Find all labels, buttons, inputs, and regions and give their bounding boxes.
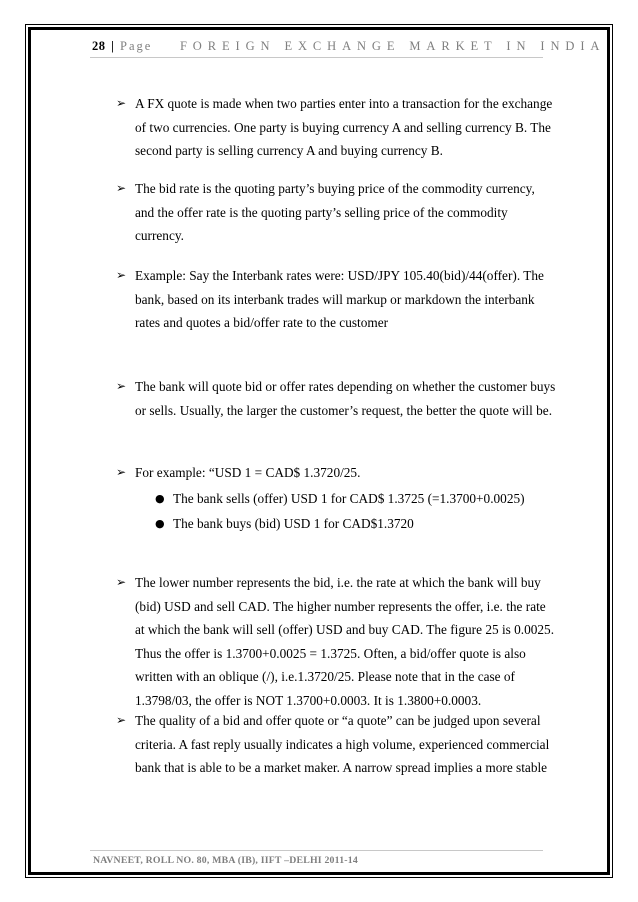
- bullet-text: The bid rate is the quoting party’s buying price of the commodity currency, and the offer rate is the quoting party’s selling price of the commodity currency.: [135, 181, 535, 243]
- bullet-text: For example: “USD 1 = CAD$ 1.3720/25.: [135, 465, 361, 480]
- bullet-item: [116, 92, 556, 163]
- bullet-item: [116, 264, 556, 335]
- bullet-text: The bank will quote bid or offer rates depending on whether the customer buys or sells. Usually, the larger the customer’s request, the better the quote will be.: [135, 379, 556, 418]
- arrow-bullet-icon: ➢: [116, 465, 127, 479]
- bullet-text: The lower number represents the bid, i.e. the rate at which the bank will buy (bid) USD and sell CAD. The higher number represents the offer, i.e. the rate at which the bank will sell (offer) USD and buy CAD. The figure 25 is 0.0025. Thus the offer is 1.3700+0.0025 = 1.3725. Often, a bid/offer quote is also written with an oblique (/), i.e.1.3720/25. Please note that in the case of 1.3798/03, the offer is NOT 1.3700+0.0003. It is 1.3800+0.0003.: [135, 575, 555, 708]
- document-title: FOREIGN EXCHANGE MARKET IN INDIA: [179, 39, 606, 53]
- dot-bullet-icon: ●: [155, 517, 165, 530]
- sub-bullet-text: The bank sells (offer) USD 1 for CAD$ 1.3725 (=1.3700+0.0025): [173, 491, 525, 506]
- page-number: 28: [92, 39, 106, 53]
- bullet-item: [116, 709, 556, 780]
- header-separator: |: [111, 39, 115, 53]
- sub-bullet-item: [155, 512, 555, 536]
- page-label: Page: [120, 39, 153, 53]
- footer-rule: [90, 850, 543, 851]
- bullet-item: [116, 177, 556, 248]
- bullet-text: The quality of a bid and offer quote or “a quote” can be judged upon several criteria. A fast reply usually indicates a high volume, experienced commercial bank that is able to be a market maker. A narrow spread implies a more stable: [135, 713, 550, 775]
- arrow-bullet-icon: ➢: [116, 268, 127, 282]
- bullet-item: [116, 375, 556, 422]
- sub-bullet-text: The bank buys (bid) USD 1 for CAD$1.3720: [173, 516, 414, 531]
- arrow-bullet-icon: ➢: [116, 575, 127, 589]
- bullet-item: [116, 461, 556, 485]
- arrow-bullet-icon: ➢: [116, 181, 127, 195]
- page-footer: NAVNEET, ROLL NO. 80, MBA (IB), IIFT –DELHI 2011-14: [93, 855, 358, 866]
- arrow-bullet-icon: ➢: [116, 713, 127, 727]
- bullet-text: Example: Say the Interbank rates were: USD/JPY 105.40(bid)/44(offer). The bank, based on its interbank trades will markup or markdown the interbank rates and quotes a bid/offer rate to the customer: [135, 268, 544, 330]
- sub-bullet-item: [155, 487, 555, 511]
- dot-bullet-icon: ●: [155, 492, 165, 505]
- bullet-text: A FX quote is made when two parties enter into a transaction for the exchange of two currencies. One party is buying currency A and selling currency B. The second party is selling currency A and buying currency B.: [135, 96, 553, 158]
- arrow-bullet-icon: ➢: [116, 379, 127, 393]
- arrow-bullet-icon: ➢: [116, 96, 127, 110]
- bullet-item: [116, 571, 556, 712]
